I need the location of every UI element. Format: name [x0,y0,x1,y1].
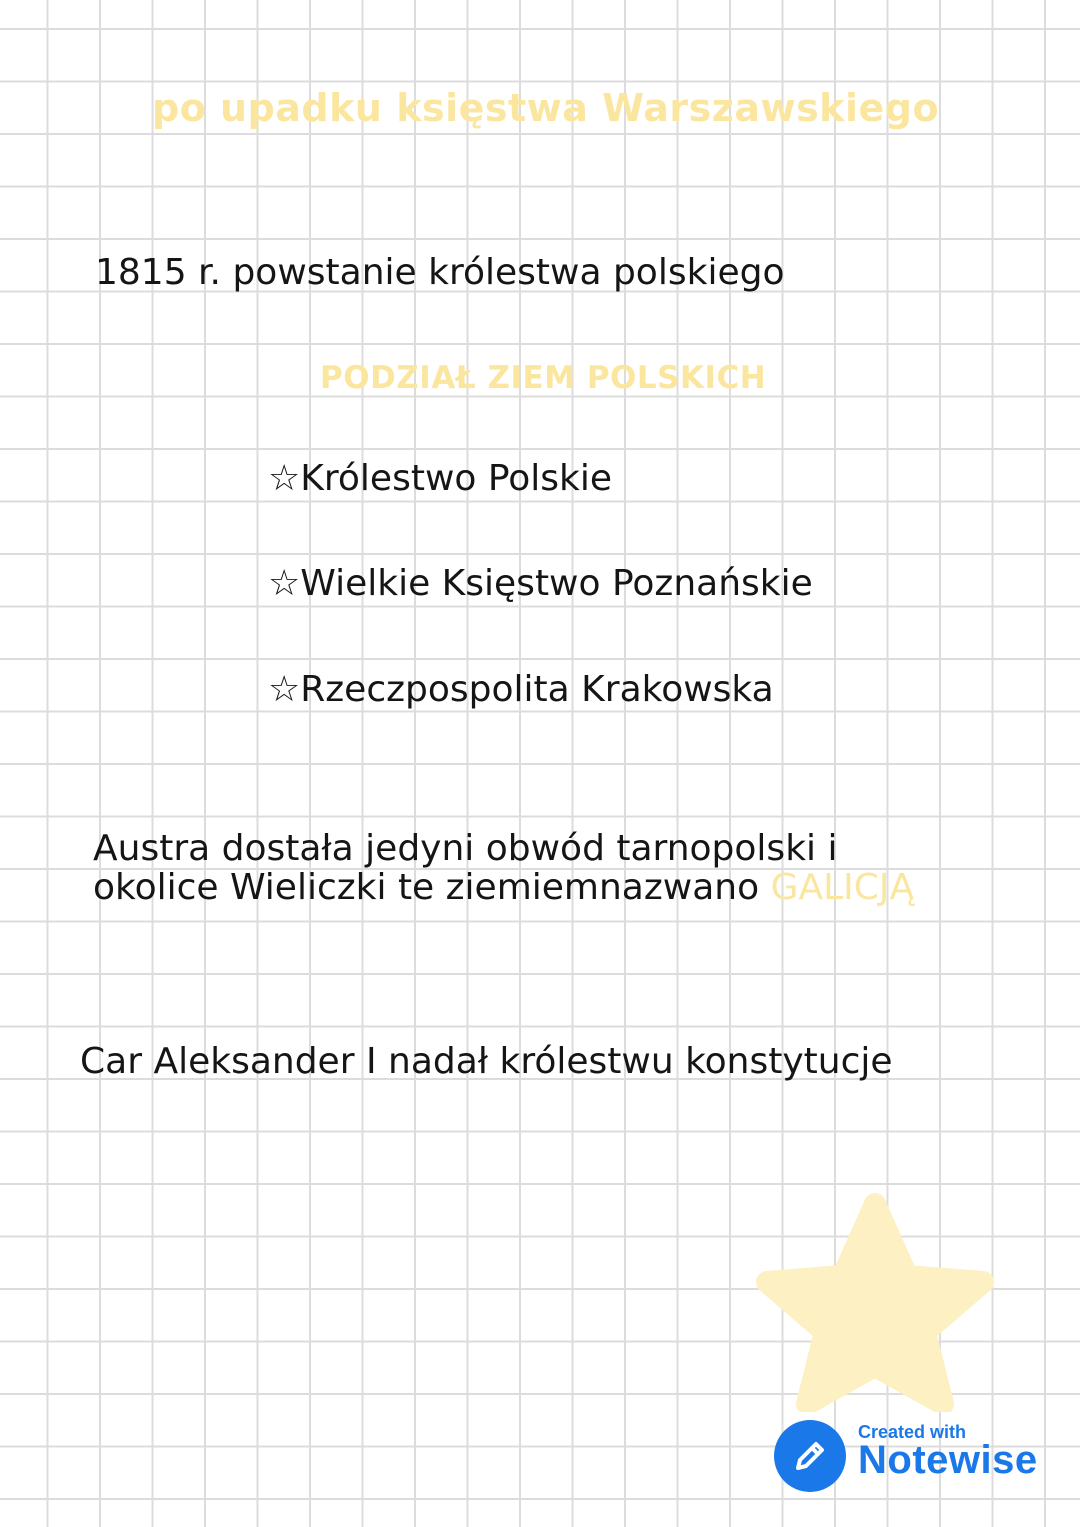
highlight-galicja: GALICJĄ [770,867,915,908]
star-icon [755,1190,995,1412]
paragraph-line-1: Austra dostała jedyni obwód tarnopolski i [93,828,838,869]
badge-created-with: Created with [858,1422,967,1442]
text-line-1815: 1815 r. powstanie królestwa polskiego [95,252,785,293]
list-item: ☆Wielkie Księstwo Poznańskie [268,563,813,604]
section-heading: PODZIAŁ ZIEM POLSKICH [320,360,767,396]
text-line-constitution: Car Aleksander I nadał królestwu konstytucje [80,1041,893,1082]
paragraph-line-2 [93,868,914,907]
paragraph-line-2-text: okolice Wieliczki te ziemiemnazwano [93,867,771,908]
page-title: po upadku księstwa Warszawskiego [152,86,940,130]
list-item: ☆Królestwo Polskie [268,458,613,499]
pencil-icon [790,1436,830,1476]
paragraph-galicja [93,829,914,907]
notewise-badge [774,1420,1064,1496]
badge-brand-name: Notewise [858,1438,1038,1482]
list-item: ☆Rzeczpospolita Krakowska [268,669,774,710]
notewise-logo [774,1420,846,1492]
